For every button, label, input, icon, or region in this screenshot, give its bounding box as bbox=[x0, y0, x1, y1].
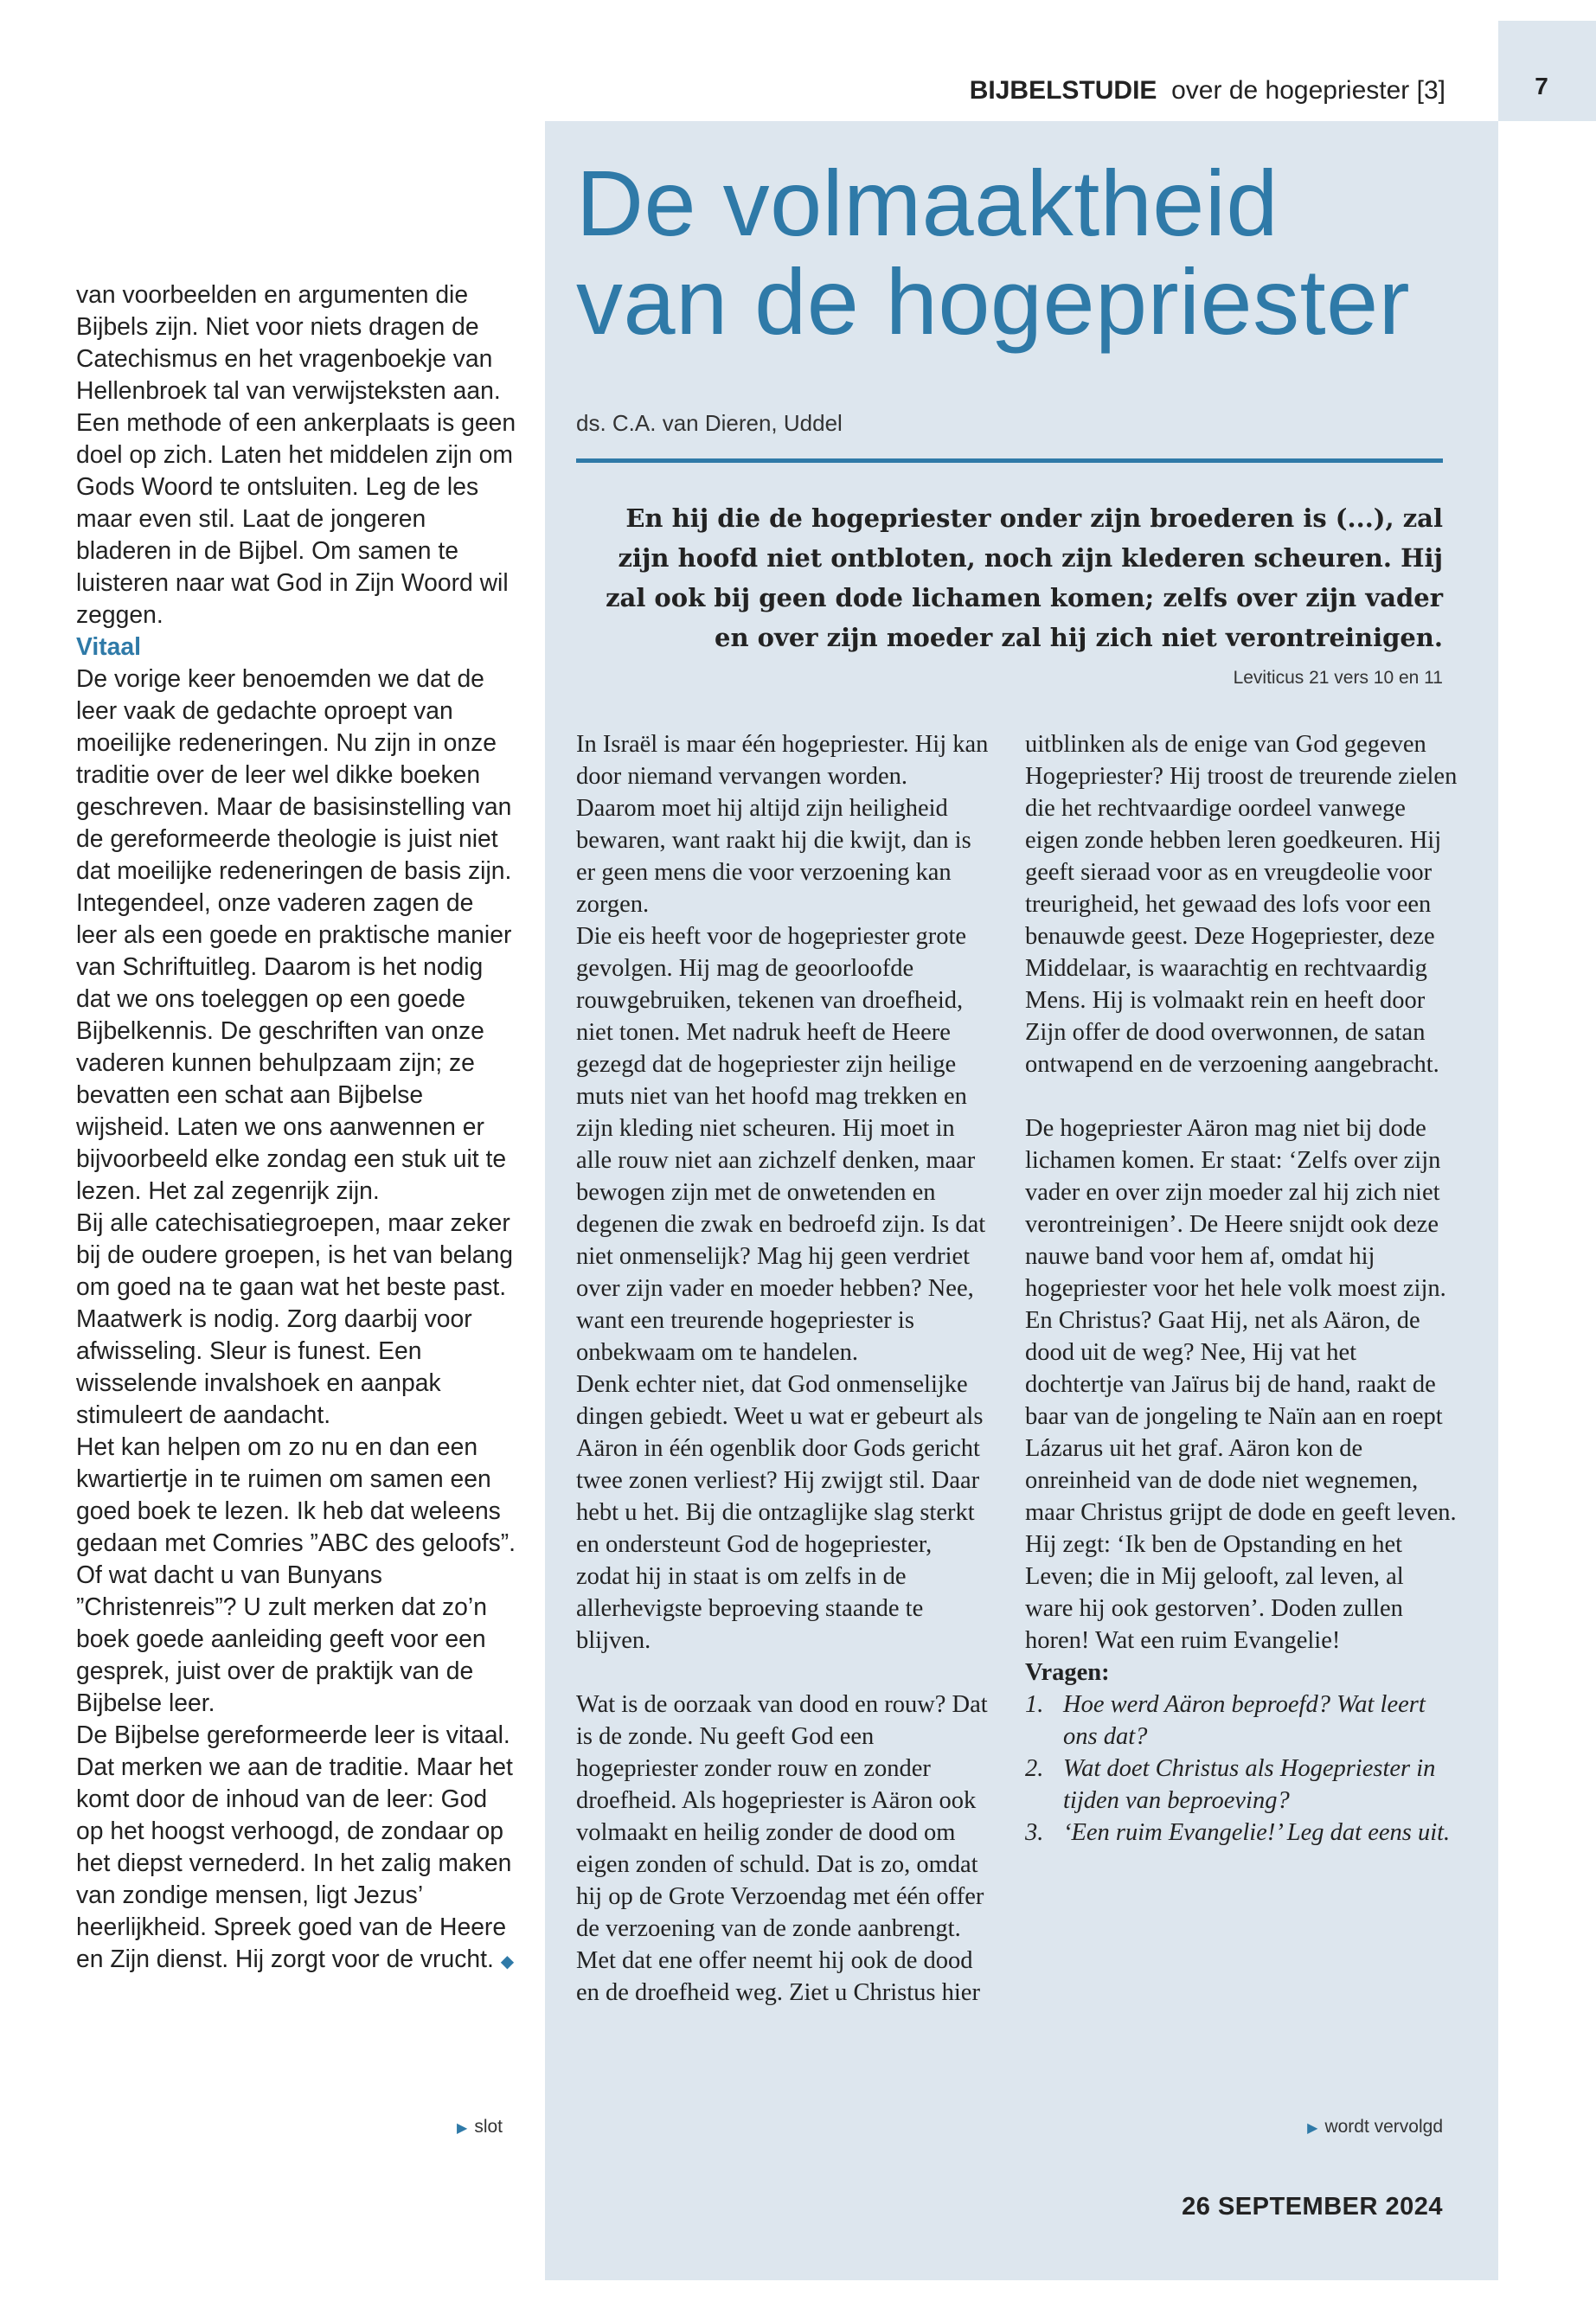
end-label: slot bbox=[474, 2117, 503, 2137]
end-marker bbox=[457, 2117, 503, 2138]
title-rule bbox=[576, 458, 1443, 463]
article-column-1 bbox=[576, 728, 991, 2009]
triangle-right-icon: ▶ bbox=[1307, 2121, 1318, 2136]
subheading-vitaal: Vitaal bbox=[76, 632, 141, 660]
section-label: BIJBELSTUDIE bbox=[969, 76, 1157, 105]
question-text: Wat doet Christus als Hogepriester in tijden van beproeving? bbox=[1063, 1755, 1436, 1814]
quote-reference: Leviticus 21 vers 10 en 11 bbox=[1233, 668, 1443, 688]
question-number: 1. bbox=[1025, 1691, 1044, 1718]
left-paragraph: Het kan helpen om zo nu en dan een kwartiertje in te ruimen om samen een goed boek te lezen. Ik heb dat weleens gedaan met Comries ”ABC des geloofs”. Of wat dacht u van Bunyans ”Christenreis”? U zult merken dat zo’n boek goede aanleiding geeft voor een gesprek, juist over de praktijk van de Bijbelse leer. bbox=[76, 1433, 516, 1716]
body-paragraph: In Israël is maar één hogepriester. Hij kan door niemand vervangen worden. Daarom moet hij altijd zijn heiligheid bewaren, want raakt hij die kwijt, dan is er geen mens die voor verzoening kan zorgen. bbox=[576, 731, 989, 918]
article-title bbox=[576, 151, 1493, 354]
end-diamond-icon: ◆ bbox=[500, 1952, 515, 1971]
page-tab bbox=[1498, 21, 1596, 121]
title-line-2: van de hogepriester bbox=[576, 249, 1411, 354]
question-number: 3. bbox=[1025, 1819, 1044, 1846]
question-item bbox=[1025, 1689, 1458, 1753]
running-header bbox=[970, 76, 1445, 106]
body-paragraph: uitblinken als de enige van God gegeven Hogepriester? Hij troost de treurende zielen die het rechtvaardige oordeel vanwege eigen zonde hebben leren goedkeuren. Hij geeft sieraad voor as en vreugdeolie voor treurigheid, het gewaad des lofs voor een benauwde geest. Deze Hogepriester, deze Middelaar, is waarachtig en rechtvaardig Mens. Hij is volmaakt rein en heeft door Zijn offer de dood overwonnen, de satan ontwapend en de verzoening aangebracht. bbox=[1025, 731, 1458, 1078]
left-paragraph: De vorige keer benoemden we dat de leer vaak de gedachte oproept van moeilijke redeneringen. Nu zijn in onze traditie over de leer wel dikke boeken geschreven. Maar de basisinstelling van de gereformeerde theologie is juist niet dat moeilijke redeneringen de basis zijn. Integendeel, onze vaderen zagen de leer als een goede en praktische manier van Schriftuitleg. Daarom is het nodig dat we ons toeleggen op een goede Bijbelkennis. De geschriften van onze vaderen kunnen behulpzaam zijn; ze bevatten een schat aan Bijbelse wijsheid. Laten we ons aanwennen er bijvoorbeeld elke zondag een stuk uit te lezen. Het zal zegenrijk zijn. bbox=[76, 664, 512, 1204]
questions-heading: Vragen: bbox=[1025, 1659, 1110, 1686]
question-text: Hoe werd Aäron beproefd? Wat leert ons dat? bbox=[1063, 1691, 1426, 1750]
body-paragraph: Denk echter niet, dat God onmenselijke dingen gebiedt. Weet u wat er gebeurt als Aäron in één ogenblik door Gods gericht twee zonen verliest? Hij zwijgt stil. Daar hebt u het. Bij die ontzaglijke slag sterkt en ondersteunt God de hogepriester, zodat hij in staat is om zelfs in de allerhevigste beproeving staande te blijven. bbox=[576, 1371, 984, 1654]
title-line-1: De volmaaktheid bbox=[576, 151, 1279, 255]
scripture-quote: En hij die de hogepriester onder zijn broederen is (...), zal zijn hoofd niet ontbloten, noch zijn klederen scheuren. Hij zal ook bij geen dode lichamen komen; zelfs over zijn vader en over zijn moeder zal hij zich niet verontreinigen. bbox=[606, 503, 1443, 652]
left-paragraph-text: De Bijbelse gereformeerde leer is vitaal. Dat merken we aan de traditie. Maar het komt door de inhoud van de leer: God op het hoogst verhoogd, de zondaar op het diepst vernederd. In het zalig maken van zondige mensen, ligt Jezus’ heerlijkheid. Spreek goed van de Heere en Zijn dienst. Hij zorgt voor de vrucht. bbox=[76, 1721, 513, 1972]
left-paragraph: Bij alle catechisatiegroepen, maar zeker bij de oudere groepen, is het van belang om goed na te gaan wat het beste past. Maatwerk is nodig. Zorg daarbij voor afwisseling. Sleur is funest. Een wisselende invalshoek en aanpak stimuleert de aandacht. bbox=[76, 1208, 514, 1428]
left-column bbox=[76, 279, 517, 1978]
section-subtitle: over de hogepriester [3] bbox=[1171, 76, 1445, 105]
question-item bbox=[1025, 1753, 1458, 1817]
left-paragraph-last bbox=[76, 1719, 517, 1978]
body-paragraph: De hogepriester Aäron mag niet bij dode lichamen komen. Er staat: ‘Zelfs over zijn vader en over zijn moeder zal hij zich niet verontreinigen’. De Heere snijdt ook deze nauwe band voor hem af, omdat hij hogepriester voor het hele volk moest zijn. En Christus? Gaat Hij, net als Aäron, de dood uit de weg? Nee, Hij vat het dochtertje van Jaïrus bij de hand, raakt de baar van de jongeling te Naïn aan en roept Lázarus uit het graf. Aäron kon de onreinheid van de dode niet wegnemen, maar Christus grijpt de dode en geeft leven. Hij zegt: ‘Ik ben de Opstanding en het Leven; die in Mij gelooft, zal leven, al ware hij ook gestorven’. Doden zullen horen! Wat een ruim Evangelie! bbox=[1025, 1115, 1457, 1654]
question-item bbox=[1025, 1817, 1458, 1849]
triangle-right-icon: ▶ bbox=[457, 2121, 468, 2136]
author-byline: ds. C.A. van Dieren, Uddel bbox=[576, 410, 843, 436]
body-paragraph: Die eis heeft voor de hogepriester grote gevolgen. Hij mag de geoorloofde rouwgebruiken, tekenen van droefheid, niet tonen. Met nadruk heeft de Heere gezegd dat de hogepriester zijn heilige muts niet van het hoofd mag trekken en zijn kleding niet scheuren. Hij moet in alle rouw niet aan zichzelf denken, maar bewogen zijn met de onwetenden en degenen die zwak en bedroefd zijn. Is dat niet onmenselijk? Mag hij geen verdriet over zijn vader en moeder hebben? Nee, want een treurende hogepriester is onbekwaam om te handelen. bbox=[576, 923, 986, 1366]
question-number: 2. bbox=[1025, 1755, 1044, 1782]
page-number: 7 bbox=[1535, 73, 1548, 99]
body-paragraph: Wat is de oorzaak van dood en rouw? Dat is de zonde. Nu geeft God een hogepriester zonder rouw en zonder droefheid. Als hogepriester is Aäron ook volmaakt en heilig zonder de dood om eigen zonden of schuld. Dat is zo, omdat hij op de Grote Verzoendag met één offer de verzoening van de zonde aanbrengt. Met dat ene offer neemt hij ook de dood en de droefheid weg. Ziet u Christus hier bbox=[576, 1691, 988, 2006]
continued-marker bbox=[1307, 2117, 1443, 2138]
left-paragraph: van voorbeelden en argumenten die Bijbels zijn. Niet voor niets dragen de Catechismus en het vragenboekje van Hellenbroek tal van verwijsteksten aan. Een methode of een ankerplaats is geen doel op zich. Laten het middelen zijn om Gods Woord te ontsluiten. Leg de les maar even stil. Laat de jongeren bladeren in de Bijbel. Om samen te luisteren naar wat God in Zijn Woord wil zeggen. bbox=[76, 280, 516, 628]
question-text: ‘Een ruim Evangelie!’ Leg dat eens uit. bbox=[1063, 1819, 1451, 1846]
article-column-2 bbox=[1025, 728, 1458, 1849]
issue-date: 26 SEPTEMBER 2024 bbox=[1182, 2193, 1443, 2221]
continued-label: wordt vervolgd bbox=[1324, 2117, 1443, 2137]
questions-list bbox=[1025, 1689, 1458, 1849]
